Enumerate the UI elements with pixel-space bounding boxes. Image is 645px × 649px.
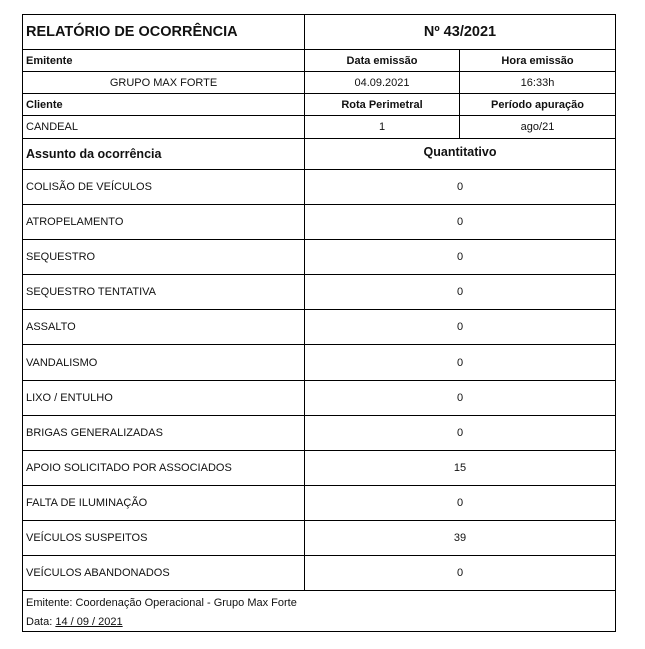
- footer-date-line: [26, 613, 612, 632]
- occurrence-quantity: 0: [304, 170, 615, 204]
- occurrence-quantity: 0: [304, 205, 615, 239]
- occurrence-subject: COLISÃO DE VEÍCULOS: [26, 181, 152, 194]
- emitente-value-row: [22, 72, 616, 94]
- occurrence-quantity: 0: [304, 381, 615, 415]
- table-header-row: [22, 139, 616, 170]
- occurrence-rows: [22, 170, 616, 591]
- table-row: [22, 451, 616, 486]
- periodo-value: ago/21: [459, 116, 615, 138]
- title-row: [22, 14, 616, 50]
- data-emissao-value: 04.09.2021: [304, 72, 459, 93]
- table-row: [22, 170, 616, 205]
- occurrence-quantity: 39: [304, 521, 615, 555]
- occurrence-subject: VANDALISMO: [26, 356, 98, 369]
- report-title: RELATÓRIO DE OCORRÊNCIA: [26, 24, 238, 40]
- hora-emissao-label: Hora emissão: [459, 50, 615, 71]
- table-row: [22, 310, 616, 345]
- occurrence-subject: BRIGAS GENERALIZADAS: [26, 426, 163, 439]
- occurrence-subject: ATROPELAMENTO: [26, 216, 124, 229]
- table-row: [22, 556, 616, 591]
- occurrence-quantity: 0: [304, 486, 615, 520]
- table-row: [22, 275, 616, 310]
- cliente-value: CANDEAL: [26, 121, 78, 133]
- rota-value: 1: [304, 116, 459, 138]
- occurrence-subject: APOIO SOLICITADO POR ASSOCIADOS: [26, 461, 232, 474]
- occurrence-subject: SEQUESTRO TENTATIVA: [26, 286, 156, 299]
- footer-date-label: Data:: [26, 616, 56, 629]
- subject-column-header: Assunto da ocorrência: [26, 147, 162, 161]
- table-row: [22, 240, 616, 275]
- emitente-value: GRUPO MAX FORTE: [109, 76, 218, 89]
- occurrence-quantity: 0: [304, 416, 615, 450]
- footer-emitente: Emitente: Coordenação Operacional - Grupo Max Forte: [26, 597, 297, 610]
- table-row: [22, 486, 616, 521]
- hora-emissao-value: 16:33h: [459, 72, 615, 93]
- occurrence-report: [22, 14, 616, 632]
- table-row: [22, 345, 616, 380]
- quantity-column-header: Quantitativo: [304, 139, 615, 169]
- data-emissao-label: Data emissão: [304, 50, 459, 71]
- table-row: [22, 381, 616, 416]
- emitente-label: Emitente: [26, 54, 73, 67]
- report-number: Nº 43/2021: [304, 15, 615, 49]
- occurrence-quantity: 15: [304, 451, 615, 485]
- table-row: [22, 521, 616, 556]
- report-footer: [22, 591, 616, 632]
- occurrence-quantity: 0: [304, 345, 615, 379]
- occurrence-quantity: 0: [304, 275, 615, 309]
- cliente-value-row: [22, 116, 616, 139]
- occurrence-quantity: 0: [304, 240, 615, 274]
- footer-date-value: 14 / 09 / 2021: [55, 616, 123, 629]
- occurrence-subject: VEÍCULOS ABANDONADOS: [26, 567, 170, 580]
- cliente-label: Cliente: [26, 98, 63, 111]
- occurrence-subject: ASSALTO: [26, 321, 76, 334]
- occurrence-subject: VEÍCULOS SUSPEITOS: [26, 531, 148, 544]
- occurrence-quantity: 0: [304, 556, 615, 590]
- occurrence-subject: SEQUESTRO: [26, 251, 96, 264]
- table-row: [22, 416, 616, 451]
- cliente-label-row: [22, 94, 616, 116]
- occurrence-subject: FALTA DE ILUMINAÇÃO: [26, 496, 148, 509]
- table-row: [22, 205, 616, 240]
- rota-label: Rota Perimetral: [304, 94, 459, 115]
- emitente-label-row: [22, 50, 616, 72]
- occurrence-quantity: 0: [304, 310, 615, 344]
- periodo-label: Período apuração: [459, 94, 615, 115]
- occurrence-subject: LIXO / ENTULHO: [26, 391, 113, 404]
